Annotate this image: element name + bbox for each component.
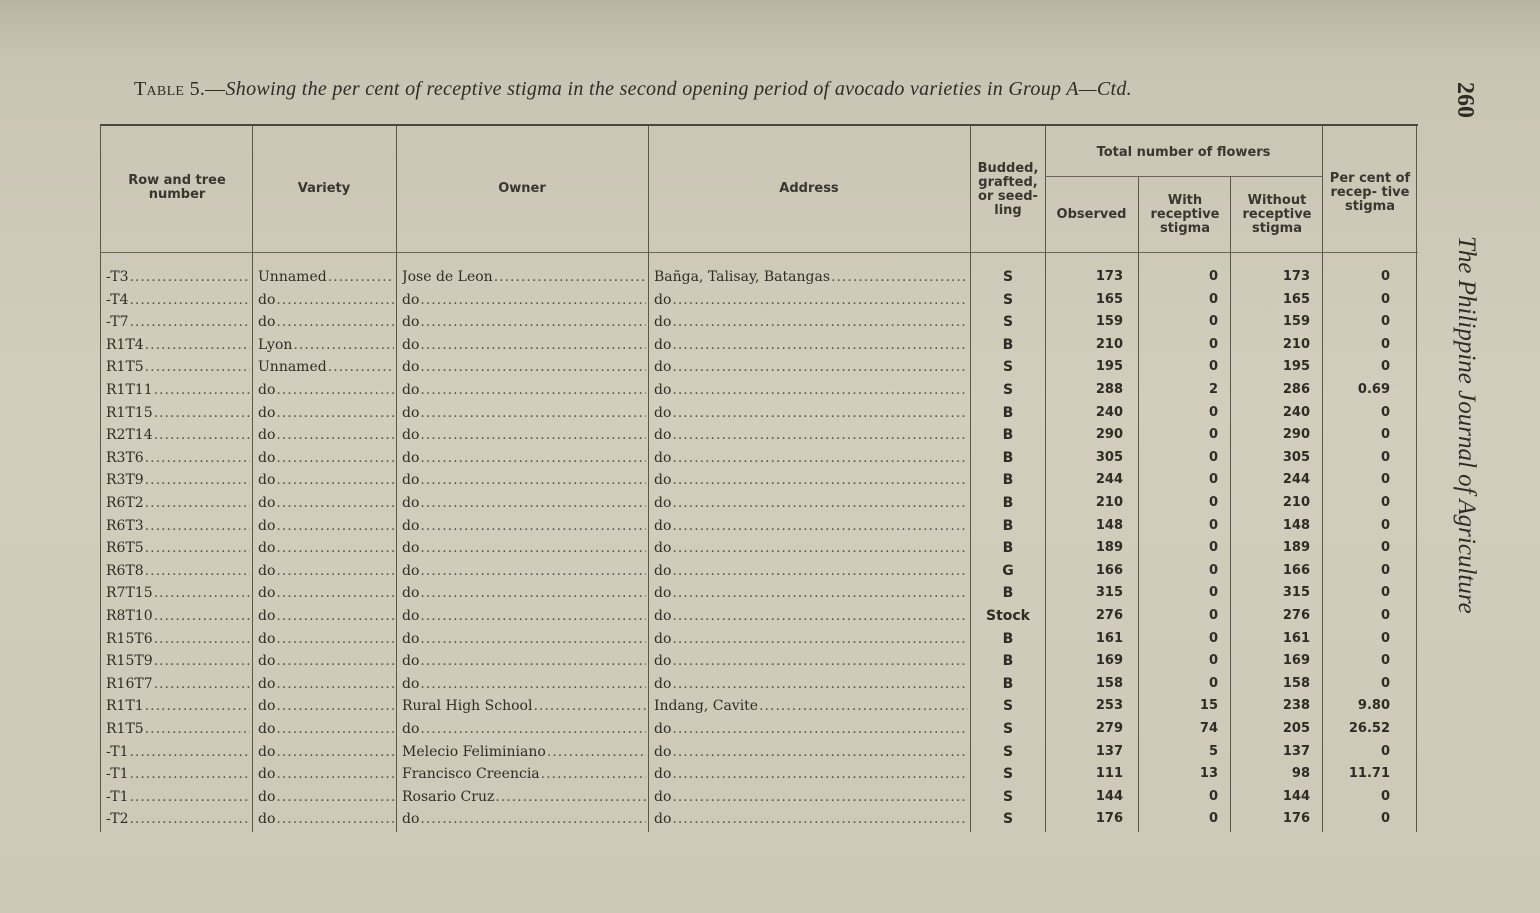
cell-tree: -T1 .....: [106, 741, 250, 763]
cell-tree: R2T14 .....: [106, 424, 250, 446]
cell-type: S: [1002, 291, 1014, 308]
cell-type: B: [1002, 653, 1014, 670]
cell-tree: R15T6 .....: [106, 628, 250, 650]
cell-owner: do .....: [402, 402, 646, 424]
table-row: [100, 650, 1418, 673]
cell-type: B: [1002, 517, 1014, 534]
table-row: [100, 334, 1418, 357]
cell-tree: R1T1 .....: [106, 695, 250, 717]
cell-tree: -T4 .....: [106, 289, 250, 311]
cell-with: 0: [1208, 811, 1218, 827]
cell-address: do .....: [654, 537, 968, 559]
cell-percent: 0: [1380, 562, 1390, 578]
cell-tree: R1T5 .....: [106, 718, 250, 740]
cell-with: 5: [1208, 743, 1218, 759]
cell-type: B: [1002, 630, 1014, 647]
cell-tree: R6T8 .....: [106, 560, 250, 582]
cell-with: 0: [1208, 269, 1218, 284]
table-row: [100, 741, 1418, 764]
cell-percent: 9.80: [1357, 698, 1390, 714]
table-row: [100, 718, 1418, 741]
cell-observed: 144: [1095, 788, 1123, 804]
cell-type: B: [1002, 336, 1014, 353]
cell-percent: 0: [1380, 585, 1390, 601]
table-row: [100, 492, 1418, 515]
cell-type: B: [1002, 404, 1014, 421]
cell-percent: 0: [1380, 608, 1390, 623]
cell-with: 74: [1199, 721, 1218, 736]
cell-without: 276: [1282, 608, 1310, 623]
cell-variety: do .....: [258, 447, 394, 469]
cell-with: 13: [1199, 766, 1218, 782]
cell-percent: 0: [1380, 788, 1390, 804]
table-row: [100, 447, 1418, 470]
header-row-tree: Row and tree number: [128, 173, 226, 202]
cell-address: do .....: [654, 447, 968, 469]
cell-percent: 0: [1380, 291, 1390, 307]
cell-address: do .....: [654, 673, 968, 695]
cell-without: 305: [1282, 449, 1310, 465]
cell-variety: do .....: [258, 560, 394, 582]
table-row: [100, 673, 1418, 696]
cell-percent: 0: [1380, 517, 1390, 533]
cell-type: B: [1002, 427, 1014, 444]
cell-owner: do .....: [402, 582, 646, 604]
cell-address: Indang, Cavite .....: [654, 695, 968, 717]
cell-observed: 315: [1095, 585, 1123, 601]
header-observed: Observed: [1056, 207, 1127, 222]
cell-with: 0: [1208, 359, 1218, 375]
cell-tree: R1T15 .....: [106, 402, 250, 424]
cell-without: 205: [1282, 721, 1310, 736]
table-row: [100, 582, 1418, 605]
cell-type: B: [1002, 449, 1014, 466]
cell-with: 0: [1208, 336, 1218, 352]
cell-type: S: [1002, 766, 1014, 783]
cell-tree: R1T5 .....: [106, 356, 250, 378]
table-row: [100, 515, 1418, 538]
cell-variety: do .....: [258, 741, 394, 763]
cell-address: do .....: [654, 469, 968, 491]
cell-with: 0: [1208, 585, 1218, 601]
cell-with: 0: [1208, 495, 1218, 510]
cell-tree: R7T15 .....: [106, 582, 250, 604]
cell-owner: do .....: [402, 718, 646, 740]
table-row: [100, 537, 1418, 560]
cell-variety: do .....: [258, 537, 394, 559]
cell-without: 144: [1282, 788, 1310, 804]
table-row: [100, 695, 1418, 718]
cell-with: 0: [1208, 788, 1218, 804]
table-row: [100, 469, 1418, 492]
cell-observed: 159: [1095, 314, 1123, 330]
cell-owner: do .....: [402, 605, 646, 627]
table-caption: [134, 78, 1414, 101]
cell-owner: Francisco Creencia .....: [402, 763, 646, 785]
cell-observed: 166: [1095, 562, 1123, 578]
cell-percent: 0: [1380, 404, 1390, 420]
cell-with: 2: [1208, 382, 1218, 397]
cell-address: do .....: [654, 560, 968, 582]
cell-owner: do .....: [402, 515, 646, 537]
cell-observed: 148: [1095, 517, 1123, 533]
table-row: [100, 424, 1418, 447]
table-header-rule: [100, 252, 1418, 253]
cell-observed: 165: [1095, 291, 1123, 307]
cell-percent: 0: [1380, 743, 1390, 759]
cell-variety: do .....: [258, 718, 394, 740]
cell-without: 210: [1282, 495, 1310, 510]
cell-variety: do .....: [258, 650, 394, 672]
cell-variety: do .....: [258, 582, 394, 604]
cell-variety: do .....: [258, 763, 394, 785]
cell-owner: do .....: [402, 673, 646, 695]
cell-percent: 26.52: [1348, 721, 1390, 736]
cell-tree: R3T9 .....: [106, 469, 250, 491]
cell-type: S: [1002, 698, 1014, 715]
cell-variety: do .....: [258, 515, 394, 537]
cell-variety: do .....: [258, 402, 394, 424]
header-without: Without receptive stigma: [1242, 193, 1312, 236]
cell-owner: do .....: [402, 447, 646, 469]
cell-variety: do .....: [258, 673, 394, 695]
cell-address: do .....: [654, 605, 968, 627]
cell-tree: R15T9 .....: [106, 650, 250, 672]
cell-tree: R6T2 .....: [106, 492, 250, 514]
cell-without: 98: [1291, 766, 1310, 782]
header-budded: Budded, grafted, or seed- ling: [977, 161, 1039, 218]
cell-observed: 290: [1095, 427, 1123, 443]
cell-address: do .....: [654, 808, 968, 830]
cell-percent: 0: [1380, 630, 1390, 646]
cell-type: B: [1002, 472, 1014, 489]
table-rule: [1045, 176, 1322, 177]
cell-with: 15: [1199, 698, 1218, 714]
cell-percent: 0: [1380, 472, 1390, 488]
data-table: [100, 124, 1418, 832]
cell-type: S: [1002, 269, 1014, 285]
cell-observed: 253: [1095, 698, 1123, 714]
cell-variety: do .....: [258, 379, 394, 401]
cell-with: 0: [1208, 449, 1218, 465]
table-row: [100, 311, 1418, 334]
cell-observed: 244: [1095, 472, 1123, 488]
cell-percent: 0: [1380, 336, 1390, 352]
cell-owner: do .....: [402, 289, 646, 311]
cell-tree: R1T4 .....: [106, 334, 250, 356]
header-owner: Owner: [498, 181, 546, 196]
cell-tree: -T3 .....: [106, 266, 250, 288]
cell-without: 238: [1282, 698, 1310, 714]
cell-owner: do .....: [402, 356, 646, 378]
table-row: [100, 266, 1418, 289]
cell-percent: 0: [1380, 449, 1390, 465]
cell-address: do .....: [654, 718, 968, 740]
cell-observed: 279: [1095, 721, 1123, 736]
table-row: [100, 763, 1418, 786]
cell-owner: do .....: [402, 537, 646, 559]
cell-type: S: [1002, 382, 1014, 398]
cell-address: do .....: [654, 650, 968, 672]
cell-tree: -T2 .....: [106, 808, 250, 830]
cell-variety: do .....: [258, 469, 394, 491]
cell-address: do .....: [654, 379, 968, 401]
header-address: Address: [779, 181, 839, 196]
cell-tree: R6T3 .....: [106, 515, 250, 537]
cell-owner: Jose de Leon .....: [402, 266, 646, 288]
cell-without: 286: [1282, 382, 1310, 397]
table-row: [100, 560, 1418, 583]
cell-variety: do .....: [258, 605, 394, 627]
cell-variety: do .....: [258, 424, 394, 446]
cell-with: 0: [1208, 472, 1218, 488]
cell-observed: 276: [1095, 608, 1123, 623]
cell-without: 176: [1282, 811, 1310, 827]
cell-address: do .....: [654, 741, 968, 763]
cell-tree: R1T11 .....: [106, 379, 250, 401]
cell-address: Bañga, Talisay, Batangas .....: [654, 266, 968, 288]
cell-type: S: [1002, 743, 1014, 760]
cell-observed: 195: [1095, 359, 1123, 375]
cell-percent: 0: [1380, 675, 1390, 691]
cell-with: 0: [1208, 562, 1218, 578]
cell-observed: 240: [1095, 404, 1123, 420]
cell-type: G: [1002, 562, 1014, 579]
cell-without: 161: [1282, 630, 1310, 646]
cell-owner: Rural High School .....: [402, 695, 646, 717]
cell-with: 0: [1208, 608, 1218, 623]
cell-with: 0: [1208, 404, 1218, 420]
cell-variety: do .....: [258, 786, 394, 808]
journal-title-text: The Philippine Journal of Agriculture: [1453, 236, 1480, 614]
cell-address: do .....: [654, 289, 968, 311]
cell-percent: 0: [1380, 540, 1390, 556]
cell-tree: -T1 .....: [106, 763, 250, 785]
cell-percent: 0: [1380, 359, 1390, 375]
cell-without: 148: [1282, 517, 1310, 533]
cell-owner: Melecio Feliminiano .....: [402, 741, 646, 763]
cell-type: Stock: [985, 608, 1030, 624]
cell-address: do .....: [654, 334, 968, 356]
cell-type: B: [1002, 585, 1014, 602]
cell-tree: R3T6 .....: [106, 447, 250, 469]
cell-without: 240: [1282, 404, 1310, 420]
cell-type: B: [1002, 495, 1014, 511]
cell-variety: Unnamed .....: [258, 356, 394, 378]
cell-address: do .....: [654, 356, 968, 378]
cell-without: 159: [1282, 314, 1310, 330]
cell-with: 0: [1208, 540, 1218, 556]
cell-variety: Lyon .....: [258, 334, 394, 356]
cell-variety: Unnamed .....: [258, 266, 394, 288]
cell-without: 169: [1282, 653, 1310, 669]
cell-observed: 210: [1095, 495, 1123, 510]
table-row: [100, 808, 1418, 831]
cell-variety: do .....: [258, 492, 394, 514]
cell-with: 0: [1208, 630, 1218, 646]
cell-observed: 111: [1095, 766, 1123, 782]
cell-observed: 210: [1095, 336, 1123, 352]
table-caption-text: Showing the per cent of receptive stigma in the second opening period of avocado varieties in Group A—Ctd.: [225, 78, 1132, 100]
cell-percent: 0: [1380, 314, 1390, 330]
cell-type: B: [1002, 675, 1014, 692]
header-with: With receptive stigma: [1150, 193, 1220, 236]
cell-type: S: [1002, 788, 1014, 805]
cell-owner: do .....: [402, 469, 646, 491]
cell-without: 290: [1282, 427, 1310, 443]
cell-owner: do .....: [402, 379, 646, 401]
cell-variety: do .....: [258, 311, 394, 333]
cell-address: do .....: [654, 492, 968, 514]
cell-with: 0: [1208, 291, 1218, 307]
cell-observed: 189: [1095, 540, 1123, 556]
cell-owner: do .....: [402, 334, 646, 356]
cell-type: S: [1002, 811, 1014, 828]
cell-percent: 0: [1380, 269, 1390, 284]
table-row: [100, 356, 1418, 379]
header-variety: Variety: [297, 181, 351, 196]
cell-owner: do .....: [402, 808, 646, 830]
cell-tree: -T1 .....: [106, 786, 250, 808]
cell-address: do .....: [654, 515, 968, 537]
cell-without: 195: [1282, 359, 1310, 375]
cell-percent: 0: [1380, 653, 1390, 669]
table-row: [100, 786, 1418, 809]
cell-percent: 0: [1380, 427, 1390, 443]
cell-percent: 0: [1380, 811, 1390, 827]
table-row: [100, 605, 1418, 628]
cell-address: do .....: [654, 786, 968, 808]
cell-address: do .....: [654, 424, 968, 446]
cell-without: 189: [1282, 540, 1310, 556]
cell-without: 165: [1282, 291, 1310, 307]
cell-observed: 158: [1095, 675, 1123, 691]
cell-address: do .....: [654, 402, 968, 424]
cell-without: 173: [1282, 269, 1310, 284]
page-number-text: 260: [1452, 82, 1478, 118]
table-row: [100, 289, 1418, 312]
cell-variety: do .....: [258, 695, 394, 717]
cell-address: do .....: [654, 763, 968, 785]
cell-tree: -T7 .....: [106, 311, 250, 333]
cell-variety: do .....: [258, 289, 394, 311]
table-row: [100, 628, 1418, 651]
cell-owner: do .....: [402, 650, 646, 672]
cell-address: do .....: [654, 311, 968, 333]
cell-type: S: [1002, 359, 1014, 376]
cell-without: 244: [1282, 472, 1310, 488]
cell-percent: 0: [1380, 495, 1390, 510]
cell-observed: 173: [1095, 269, 1123, 284]
header-total-group: Total number of flowers: [1096, 145, 1271, 160]
cell-type: S: [1002, 721, 1014, 737]
cell-owner: do .....: [402, 560, 646, 582]
table-caption-label: Table 5.—: [134, 78, 226, 100]
cell-variety: do .....: [258, 808, 394, 830]
cell-with: 0: [1208, 675, 1218, 691]
cell-type: S: [1002, 314, 1014, 331]
cell-without: 137: [1282, 743, 1310, 759]
cell-percent: 0.69: [1357, 382, 1390, 397]
cell-owner: do .....: [402, 311, 646, 333]
cell-without: 166: [1282, 562, 1310, 578]
cell-observed: 288: [1095, 382, 1123, 397]
cell-address: do .....: [654, 582, 968, 604]
cell-percent: 11.71: [1348, 766, 1390, 782]
cell-without: 210: [1282, 336, 1310, 352]
cell-observed: 305: [1095, 449, 1123, 465]
cell-observed: 169: [1095, 653, 1123, 669]
cell-owner: Rosario Cruz .....: [402, 786, 646, 808]
cell-with: 0: [1208, 653, 1218, 669]
cell-with: 0: [1208, 517, 1218, 533]
cell-type: B: [1002, 540, 1014, 557]
cell-tree: R8T10 .....: [106, 605, 250, 627]
cell-observed: 161: [1095, 630, 1123, 646]
cell-address: do .....: [654, 628, 968, 650]
cell-without: 315: [1282, 585, 1310, 601]
cell-tree: R6T5 .....: [106, 537, 250, 559]
header-percent: Per cent of recep- tive stigma: [1329, 171, 1411, 214]
cell-owner: do .....: [402, 424, 646, 446]
cell-observed: 137: [1095, 743, 1123, 759]
cell-observed: 176: [1095, 811, 1123, 827]
table-row: [100, 402, 1418, 425]
cell-owner: do .....: [402, 628, 646, 650]
table-row: [100, 379, 1418, 402]
cell-variety: do .....: [258, 628, 394, 650]
cell-without: 158: [1282, 675, 1310, 691]
cell-tree: R16T7 .....: [106, 673, 250, 695]
cell-with: 0: [1208, 314, 1218, 330]
cell-with: 0: [1208, 427, 1218, 443]
cell-owner: do .....: [402, 492, 646, 514]
